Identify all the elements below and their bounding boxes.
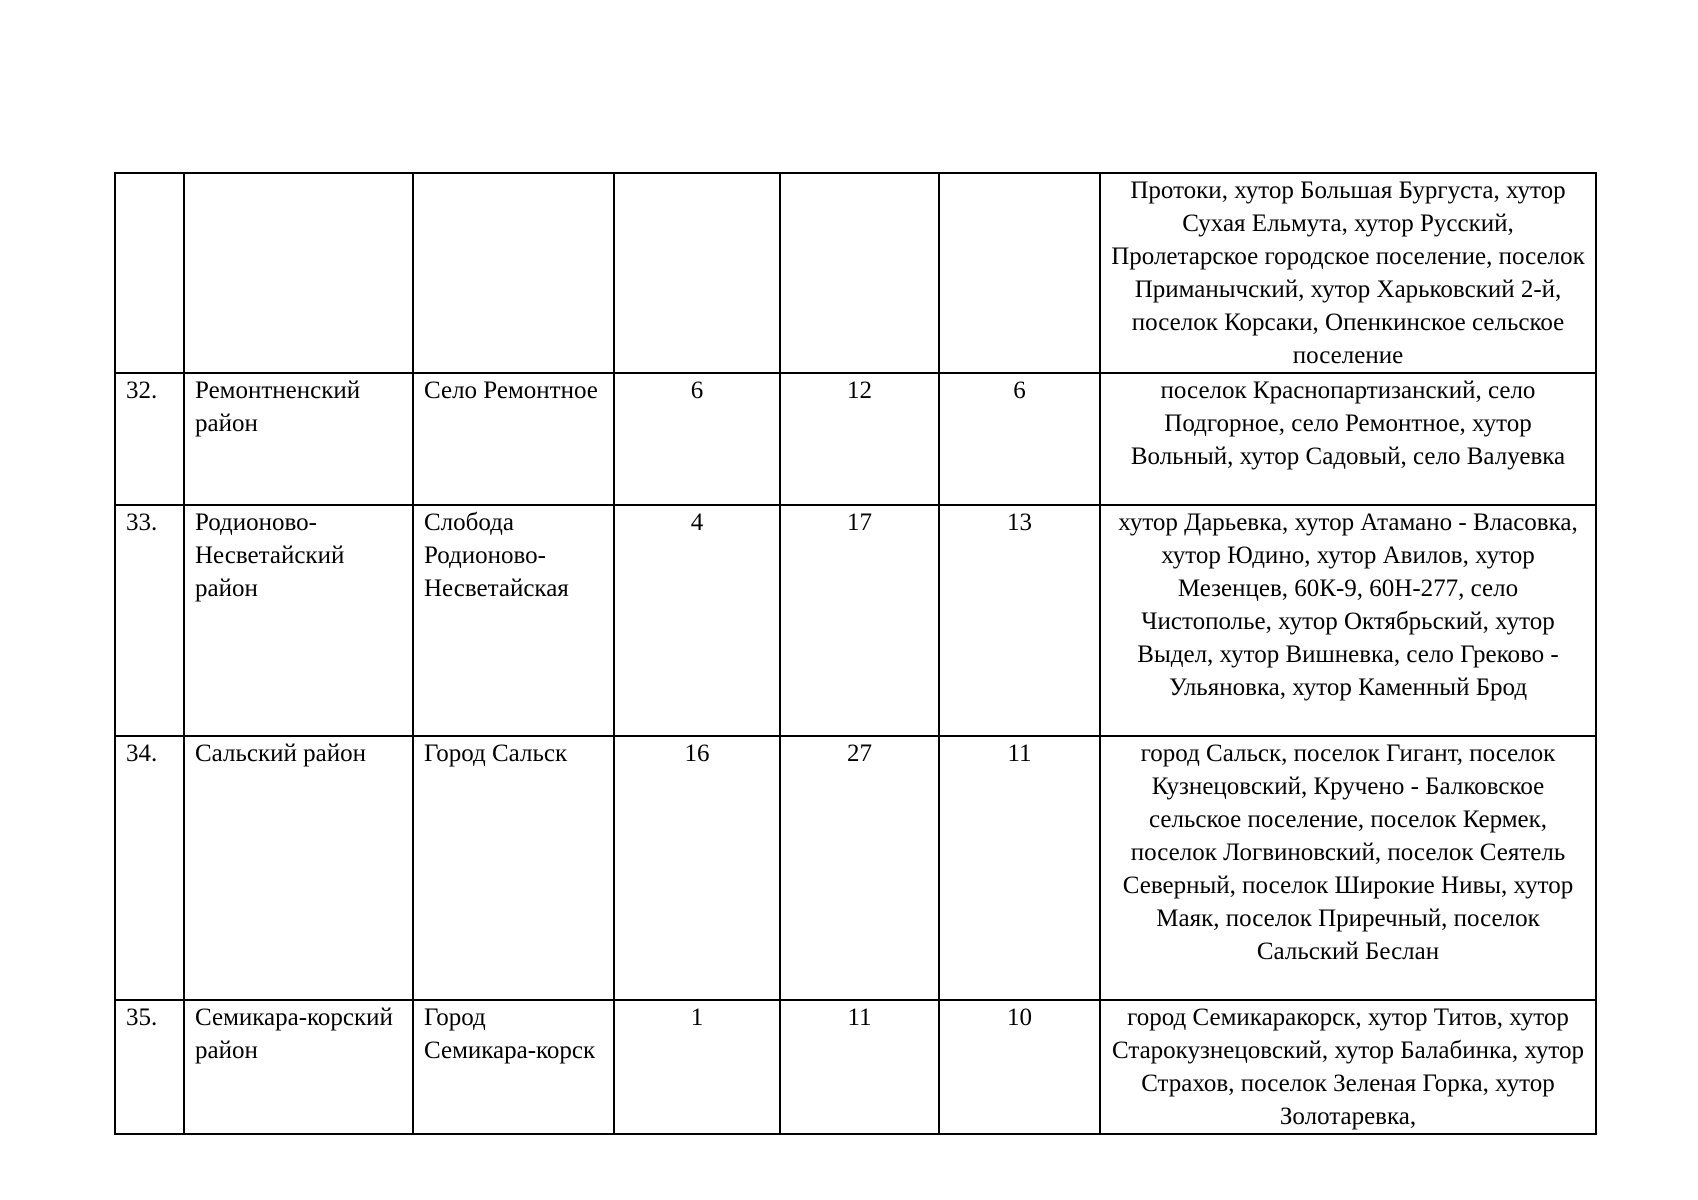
- table-row: [115, 373, 1596, 505]
- count-cell-2: 12: [780, 373, 939, 505]
- count-cell-3: 13: [939, 505, 1100, 736]
- settlements-cell: Протоки, хутор Большая Бургуста, хутор Сухая Ельмута, хутор Русский, Пролетарское городское поселение, поселок Приманычский, хутор Харьковский 2-й, поселок Корсаки, Опенкинское сельское поселение: [1100, 173, 1596, 373]
- admin-center-cell: [413, 173, 614, 373]
- district-cell: [184, 173, 413, 373]
- count-cell-3: 6: [939, 373, 1100, 505]
- count-cell-2: 11: [780, 1000, 939, 1134]
- admin-center-cell: Слобода Родионово-Несветайская: [413, 505, 614, 736]
- district-cell: Ремонтненский район: [184, 373, 413, 505]
- districts-table: [114, 172, 1597, 1135]
- row-number-cell: 33.: [115, 505, 184, 736]
- count-cell-2: [780, 173, 939, 373]
- count-cell-1: 6: [614, 373, 780, 505]
- table-row: [115, 1000, 1596, 1134]
- row-number-cell: 32.: [115, 373, 184, 505]
- count-cell-1: 4: [614, 505, 780, 736]
- table-row: [115, 505, 1596, 736]
- count-cell-3: 10: [939, 1000, 1100, 1134]
- row-number-cell: [115, 173, 184, 373]
- district-cell: Семикара-корский район: [184, 1000, 413, 1134]
- count-cell-1: 16: [614, 736, 780, 1000]
- admin-center-cell: Город Семикара-корск: [413, 1000, 614, 1134]
- count-cell-2: 27: [780, 736, 939, 1000]
- count-cell-3: [939, 173, 1100, 373]
- district-cell: Родионово-Несветайский район: [184, 505, 413, 736]
- count-cell-3: 11: [939, 736, 1100, 1000]
- row-number-cell: 34.: [115, 736, 184, 1000]
- table-row: [115, 736, 1596, 1000]
- settlements-cell: поселок Краснопартизанский, село Подгорное, село Ремонтное, хутор Вольный, хутор Садовый, село Валуевка: [1100, 373, 1596, 505]
- table-row: [115, 173, 1596, 373]
- settlements-cell: город Сальск, поселок Гигант, поселок Кузнецовский, Кручено - Балковское сельское поселение, поселок Кермек, поселок Логвиновский, поселок Сеятель Северный, поселок Широкие Нивы, хутор Маяк, поселок Приречный, поселок Сальский Беслан: [1100, 736, 1596, 1000]
- admin-center-cell: Село Ремонтное: [413, 373, 614, 505]
- count-cell-1: 1: [614, 1000, 780, 1134]
- row-number-cell: 35.: [115, 1000, 184, 1134]
- settlements-cell: хутор Дарьевка, хутор Атамано - Власовка, хутор Юдино, хутор Авилов, хутор Мезенцев, 60К-9, 60Н-277, село Чистополье, хутор Октябрьский, хутор Выдел, хутор Вишневка, село Греково - Ульяновка, хутор Каменный Брод: [1100, 505, 1596, 736]
- count-cell-2: 17: [780, 505, 939, 736]
- district-cell: Сальский район: [184, 736, 413, 1000]
- count-cell-1: [614, 173, 780, 373]
- settlements-cell: город Семикаракорск, хутор Титов, хутор Старокузнецовский, хутор Балабинка, хутор Страхов, поселок Зеленая Горка, хутор Золотаревка,: [1100, 1000, 1596, 1134]
- admin-center-cell: Город Сальск: [413, 736, 614, 1000]
